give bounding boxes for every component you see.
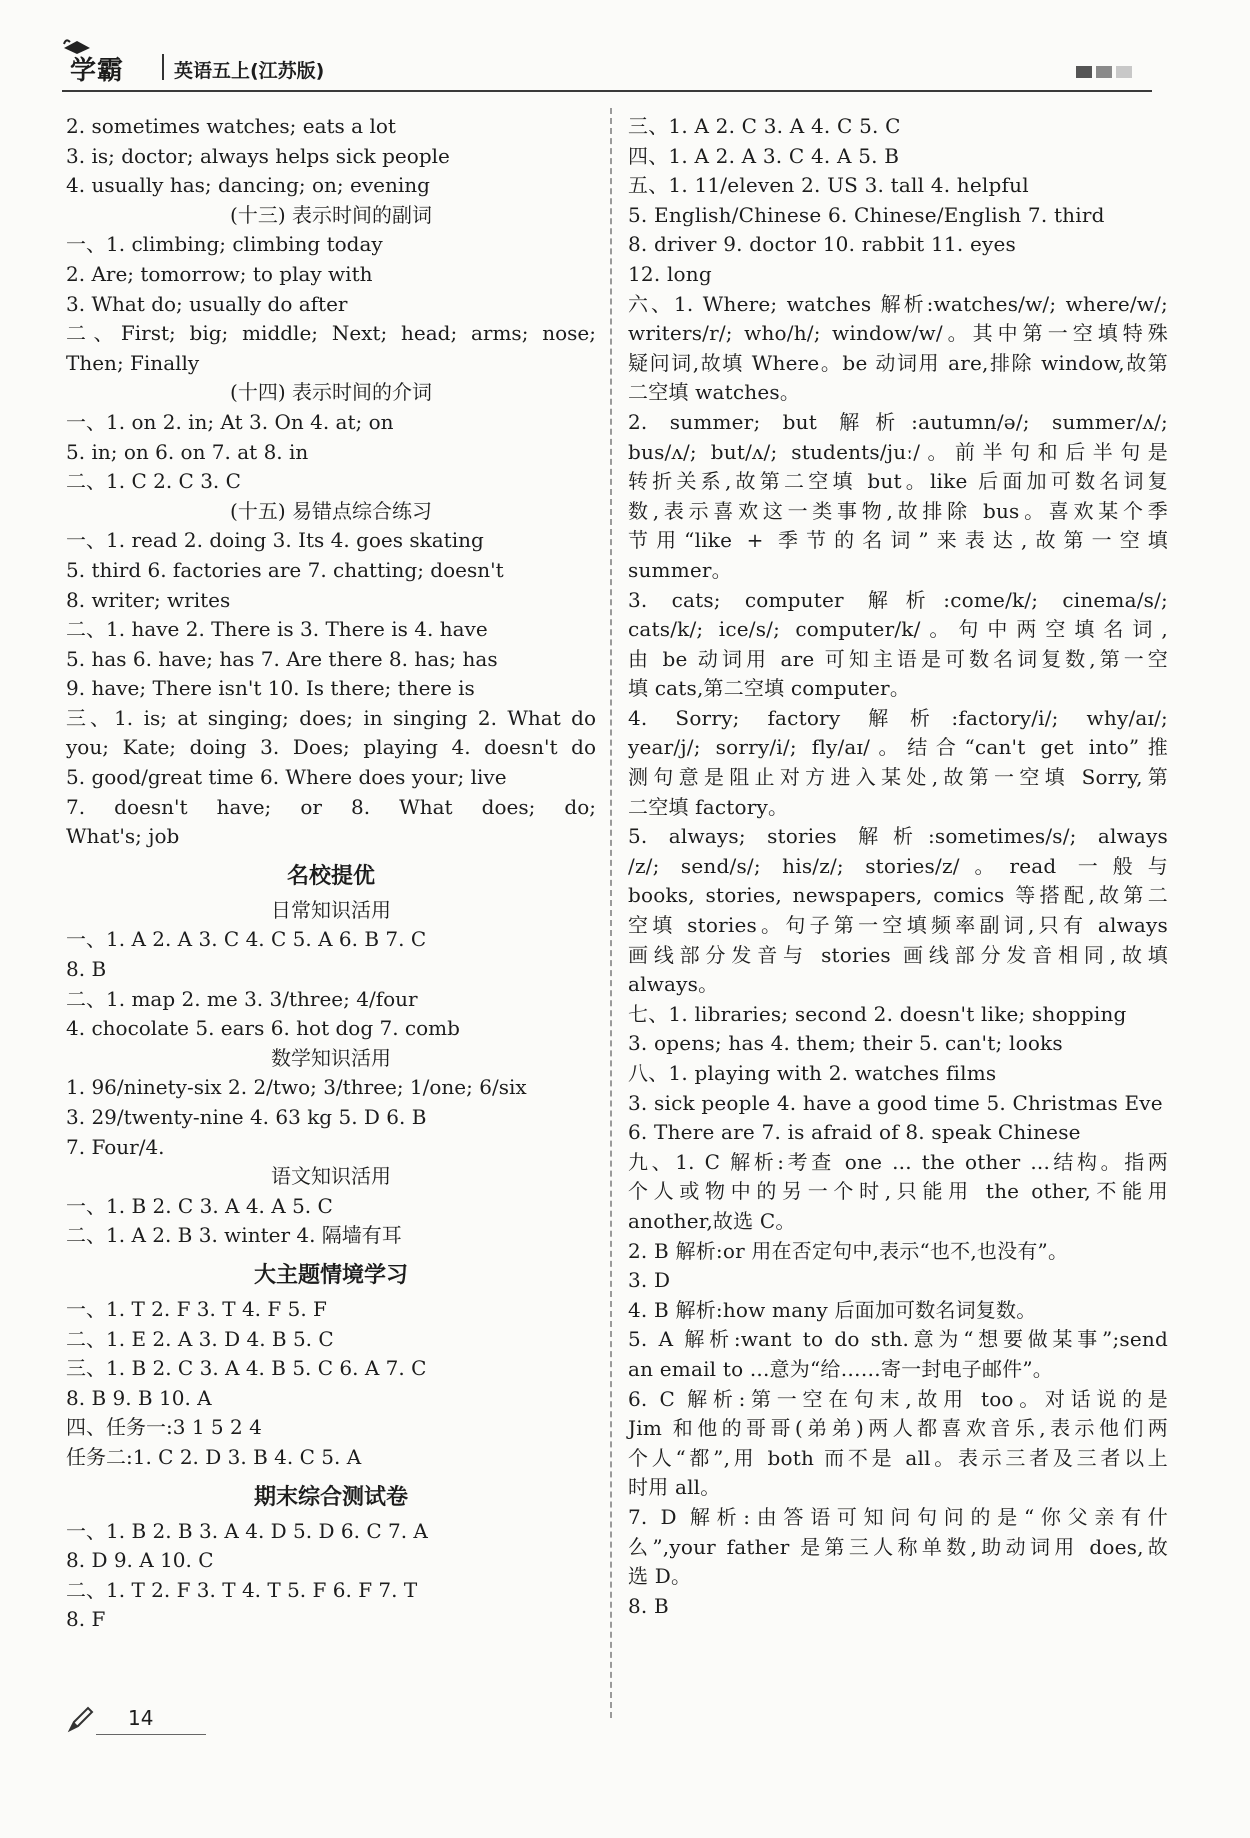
answer-line: 8. B 9. B 10. A (66, 1385, 212, 1410)
answer-line: 一、1. climbing; climbing today (66, 232, 383, 257)
answer-line: 一、1. on 2. in; At 3. On 4. at; on (66, 409, 394, 434)
left-column (66, 112, 596, 1635)
answer-line: 测句意是阻止对方进入某处,故第一空填 Sorry,第 (628, 765, 1168, 790)
answer-line: 8. B (66, 957, 107, 982)
answer-line: 二、1. map 2. me 3. 3/three; 4/four (66, 986, 418, 1011)
answer-line: 3. 29/twenty-nine 4. 63 kg 5. D 6. B (66, 1105, 427, 1129)
right-column (628, 112, 1168, 1621)
answer-line: 8. driver 9. doctor 10. rabbit 11. eyes (628, 232, 1016, 257)
answer-line: 七、1. libraries; second 2. doesn't like; shopping (628, 1001, 1127, 1026)
answer-line: 转折关系,故第二空填 but。like 后面加可数名词复 (628, 469, 1168, 494)
answer-line: 二、First; big; middle; Next; head; arms; nose; (66, 321, 596, 346)
section-heading: 期末综合测试卷 (253, 1484, 408, 1510)
brand-logo: 学霸 (70, 56, 125, 86)
header-decoration (1076, 66, 1132, 78)
answer-line: 九、1. C 解析:考查 one ... the other ...结构。指两 (628, 1149, 1168, 1174)
answer-line: 数,表示喜欢这一类事物,故排除 bus。喜欢某个季 (628, 498, 1168, 523)
answer-line: 二、1. A 2. B 3. winter 4. 隔墙有耳 (66, 1223, 402, 1248)
answer-line: 7. doesn't have; or 8. What does; do; (66, 794, 596, 819)
answer-line: 一、1. T 2. F 3. T 4. F 5. F (66, 1296, 327, 1321)
answer-line: summer。 (628, 557, 732, 582)
answer-line: year/j/; sorry/i/; fly/aɪ/。结合“can't get into”推 (628, 735, 1168, 760)
answer-line: 5. always; stories 解析:sometimes/s/; always (628, 824, 1168, 849)
answer-line: 3. is; doctor; always helps sick people (66, 143, 450, 168)
deco-block (1076, 66, 1092, 78)
answer-line: 二、1. T 2. F 3. T 4. T 5. F 6. F 7. T (66, 1577, 418, 1602)
answer-line: 任务二:1. C 2. D 3. B 4. C 5. A (66, 1444, 362, 1469)
subsection-title: (十五) 易错点综合练习 (230, 498, 432, 523)
answer-line: another,故选 C。 (628, 1208, 796, 1233)
answer-line: 4. chocolate 5. ears 6. hot dog 7. comb (66, 1016, 460, 1041)
answer-line: 3. cats; computer 解析:come/k/; cinema/s/; (628, 587, 1168, 612)
answer-line: /z/; send/s/; his/z/; stories/z/。read 一般与 (628, 853, 1168, 878)
deco-block (1096, 66, 1112, 78)
answer-line: 5. third 6. factories are 7. chatting; doesn't (66, 557, 504, 582)
answer-line: 6. C 解析:第一空在句末,故用 too。对话说的是 (628, 1386, 1168, 1411)
answer-line: 4. B 解析:how many 后面加可数名词复数。 (628, 1297, 1037, 1322)
answer-line: 2. Are; tomorrow; to play with (66, 261, 373, 286)
header-separator (162, 54, 164, 80)
answer-line: 12. long (628, 261, 712, 286)
subsection-title: 数学知识活用 (271, 1045, 391, 1070)
answer-line: books, stories, newspapers, comics 等搭配,故第二 (628, 883, 1168, 908)
answer-line: 时用 all。 (628, 1475, 721, 1500)
answer-line: 个人或物中的另一个时,只能用 the other,不能用 (628, 1179, 1168, 1204)
answer-line: 由 be 动词用 are 可知主语是可数名词复数,第一空 (628, 646, 1168, 671)
answer-line: 7. Four/4. (66, 1134, 165, 1159)
subsection-title: (十四) 表示时间的介词 (230, 380, 432, 405)
answer-line: 一、1. A 2. A 3. C 4. C 5. A 6. B 7. C (66, 927, 427, 952)
answer-line: 八、1. playing with 2. watches films (628, 1061, 997, 1085)
answer-line: cats/k/; ice/s/; computer/k/。句中两空填名词, (628, 617, 1168, 642)
answer-line: 一、1. B 2. C 3. A 4. A 5. C (66, 1193, 333, 1218)
answer-line: 三、1. A 2. C 3. A 4. C 5. C (628, 114, 901, 138)
book-title: 英语五上(江苏版) (174, 60, 325, 82)
answer-line: 3. sick people 4. have a good time 5. Christmas Eve (628, 1090, 1163, 1115)
answer-line: 2. summer; but 解析:autumn/ə/; summer/ʌ/; (628, 409, 1168, 434)
deco-block (1116, 66, 1132, 78)
footer-rule (96, 1734, 206, 1735)
answer-line: 8. B (628, 1593, 669, 1618)
answer-line: 5. in; on 6. on 7. at 8. in (66, 439, 309, 464)
answer-line: 疑问词,故填 Where。be 动词用 are,排除 window,故第 (628, 350, 1168, 375)
answer-line: always。 (628, 972, 719, 997)
answer-line: 二、1. E 2. A 3. D 4. B 5. C (66, 1326, 334, 1351)
answer-line: Jim 和他的哥哥(弟弟)两人都喜欢音乐,表示他们两 (628, 1416, 1168, 1441)
answer-line: you; Kate; doing 3. Does; playing 4. doesn't do (66, 735, 596, 760)
answer-line: 7. D 解析:由答语可知问句问的是“你父亲有什 (628, 1504, 1168, 1529)
answer-line: 一、1. read 2. doing 3. Its 4. goes skating (66, 528, 484, 553)
answer-line: 五、1. 11/eleven 2. US 3. tall 4. helpful (628, 173, 1029, 198)
answer-line: 二、1. C 2. C 3. C (66, 469, 241, 494)
answer-line: bus/ʌ/; but/ʌ/; students/juː/。前半句和后半句是 (628, 439, 1168, 464)
column-divider (610, 108, 612, 1718)
subsection-title: 语文知识活用 (271, 1164, 391, 1189)
answer-line: Then; Finally (66, 350, 200, 375)
pencil-icon (66, 1704, 96, 1734)
answer-line: 四、1. A 2. A 3. C 4. A 5. B (628, 143, 900, 168)
answer-line: 8. writer; writes (66, 587, 231, 612)
answer-line: 二空填 watches。 (628, 380, 801, 405)
answer-line: 三、1. is; at singing; does; in singing 2. What do (66, 705, 596, 730)
answer-line: 节用“like + 季节的名词”来表达,故第一空填 (628, 528, 1168, 553)
answer-line: 3. D (628, 1268, 671, 1293)
subsection-title: (十三) 表示时间的副词 (230, 202, 432, 227)
answer-line: 8. D 9. A 10. C (66, 1548, 214, 1573)
answer-line: 么”,your father 是第三人称单数,助动词用 does,故 (628, 1534, 1168, 1559)
page-header (62, 44, 1152, 92)
section-heading: 名校提优 (286, 863, 375, 889)
answer-line: 空填 stories。句子第一空填频率副词,只有 always (628, 913, 1168, 938)
answer-line: 6. There are 7. is afraid of 8. speak Chinese (628, 1120, 1081, 1145)
answer-line: writers/r/; who/h/; window/w/。其中第一空填特殊 (628, 321, 1168, 346)
answer-line: What's; job (66, 824, 180, 849)
answer-line: 二、1. have 2. There is 3. There is 4. have (66, 617, 488, 642)
answer-line: 三、1. B 2. C 3. A 4. B 5. C 6. A 7. C (66, 1356, 427, 1381)
answer-line: 5. A 解析:want to do sth.意为“想要做某事”;send (628, 1327, 1168, 1352)
answer-line: 画线部分发音与 stories 画线部分发音相同,故填 (628, 942, 1168, 967)
subsection-title: 日常知识活用 (271, 897, 391, 922)
answer-line: 8. F (66, 1607, 106, 1632)
answer-line: 一、1. B 2. B 3. A 4. D 5. D 6. C 7. A (66, 1518, 428, 1543)
answer-line: 个人“都”,用 both 而不是 all。表示三者及三者以上 (628, 1445, 1168, 1470)
answer-line: 选 D。 (628, 1564, 692, 1589)
answer-line: 2. sometimes watches; eats a lot (66, 114, 396, 138)
answer-line: 四、任务一:3 1 5 2 4 (66, 1415, 262, 1440)
answer-line: 5. good/great time 6. Where does your; live (66, 765, 507, 790)
answer-line: 2. B 解析:or 用在否定句中,表示“也不,也没有”。 (628, 1238, 1069, 1263)
page-number: 14 (128, 1706, 154, 1730)
answer-line: 5. has 6. have; has 7. Are there 8. has; has (66, 646, 498, 671)
answer-line: 3. opens; has 4. them; their 5. can't; looks (628, 1031, 1063, 1056)
answer-line: 3. What do; usually do after (66, 291, 348, 316)
answer-line: 9. have; There isn't 10. Is there; there is (66, 676, 475, 701)
answer-line: 二空填 factory。 (628, 794, 789, 819)
answer-line: 5. English/Chinese 6. Chinese/English 7. third (628, 202, 1105, 227)
answer-line: 4. Sorry; factory 解析:factory/i/; why/aɪ/; (628, 705, 1168, 730)
answer-line: 4. usually has; dancing; on; evening (66, 173, 430, 198)
page-footer (66, 1700, 166, 1740)
answer-line: 六、1. Where; watches 解析:watches/w/; where/w/; (628, 291, 1168, 316)
answer-line: 填 cats,第二空填 computer。 (628, 676, 911, 701)
answer-line: 1. 96/ninety-six 2. 2/two; 3/three; 1/one; 6/six (66, 1075, 527, 1100)
answer-line: an email to ...意为“给……寄一封电子邮件”。 (628, 1356, 1053, 1381)
section-heading: 大主题情境学习 (253, 1262, 408, 1288)
